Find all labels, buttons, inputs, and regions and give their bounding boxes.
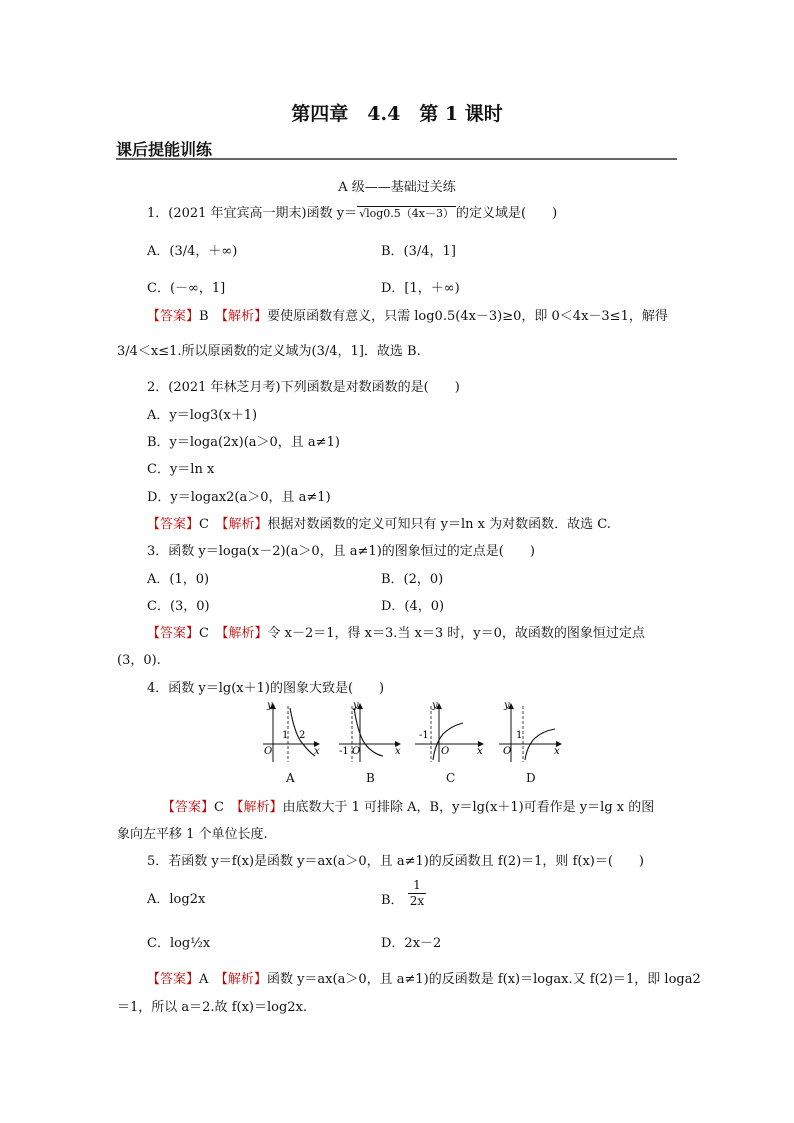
q2-stem: 2．(2021 年林芝月考)下列函数是对数函数的是( ) — [147, 380, 460, 395]
q1-radicand: log0.5（4x－3） — [366, 207, 455, 220]
graph-a — [263, 700, 320, 762]
svg-text:x: x — [314, 746, 320, 757]
svg-text:O: O — [503, 746, 512, 757]
section-rule — [116, 158, 677, 160]
graph-d — [499, 700, 561, 762]
svg-text:y: y — [267, 700, 273, 711]
q2-option-b: B．y＝loga(2x)(a＞0，且 a≠1) — [147, 435, 340, 450]
graph-label-d: D — [526, 771, 536, 785]
svg-text:1: 1 — [282, 730, 289, 741]
q2-option-c: C．y＝ln x — [147, 462, 215, 477]
q1-option-b: B．(3/4，1] — [381, 244, 456, 259]
graph-label-a: A — [286, 771, 295, 785]
q5-option-b — [381, 878, 426, 909]
q5-analysis-text: 函数 y＝ax(a＞0，且 a≠1)的反函数是 f(x)＝logax.又 f(2)＝1，即 loga2 — [266, 972, 701, 987]
svg-text:-1: -1 — [419, 730, 429, 741]
graph-b — [339, 700, 401, 762]
q1-option-a: A．(3/4，＋∞) — [147, 244, 238, 259]
q4-graphs — [255, 700, 565, 768]
svg-text:2: 2 — [299, 730, 306, 741]
analysis-tag: 【解析】 — [221, 309, 268, 324]
q5-option-b-label: B． — [381, 893, 404, 908]
level-heading: A 级——基础过关练 — [338, 180, 456, 195]
section-heading: 课后提能训练 — [116, 140, 213, 159]
answer-tag: 【答案】 — [147, 626, 200, 641]
q5-option-a: A．log2x — [147, 892, 206, 907]
page-title: 第四章 4.4 第 1 课时 — [291, 103, 503, 125]
q4-analysis-line2: 象向左平移 1 个单位长度. — [117, 827, 268, 842]
q4-answer: C — [214, 800, 224, 815]
q3-analysis-line2: (3，0). — [117, 653, 161, 668]
q4-analysis-text: 由底数大于 1 可排除 A，B，y＝lg(x＋1)可看作是 y＝lg x 的图 — [282, 800, 655, 815]
analysis-tag: 【解析】 — [221, 972, 267, 987]
q1-analysis-line1 — [147, 305, 668, 324]
q5-answer: A — [199, 972, 209, 987]
q5-option-c: C．log½x — [147, 936, 211, 951]
q5-option-d: D．2x－2 — [381, 936, 442, 951]
q4-stem: 4．函数 y＝lg(x＋1)的图象大致是( ) — [147, 681, 385, 696]
q4-analysis-line1 — [162, 796, 654, 815]
svg-text:y: y — [504, 700, 510, 711]
analysis-tag: 【解析】 — [221, 626, 268, 641]
svg-text:O: O — [441, 746, 450, 757]
q1-option-d: D．[1，＋∞) — [381, 281, 460, 296]
q1-analysis-line2: 3/4＜x≤1.所以原函数的定义域为(3/4，1]．故选 B. — [117, 344, 421, 359]
q2-answer: C — [199, 517, 209, 532]
svg-text:y: y — [432, 700, 438, 711]
svg-text:x: x — [477, 746, 483, 757]
q2-analysis — [147, 513, 611, 532]
q1-analysis-text: 要使原函数有意义，只需 log0.5(4x－3)≥0，即 0＜4x－3≤1，解得 — [267, 309, 668, 324]
analysis-tag: 【解析】 — [221, 517, 268, 532]
answer-tag: 【答案】 — [147, 309, 200, 324]
q5-analysis-line2: ＝1，所以 a＝2.故 f(x)＝log2x. — [117, 1000, 308, 1015]
q2-analysis-text: 根据对数函数的定义可知只有 y＝ln x 为对数函数．故选 C. — [267, 517, 611, 532]
answer-tag: 【答案】 — [147, 972, 200, 987]
q1-radical: √log0.5（4x－3） — [359, 207, 455, 220]
q3-option-c: C．(3，0) — [147, 599, 210, 614]
graph-label-b: B — [366, 771, 375, 785]
q3-answer: C — [199, 626, 209, 641]
q1-option-c: C．(－∞，1] — [147, 281, 226, 296]
svg-text:O: O — [264, 746, 273, 757]
q1-stem-post: 的定义域是( ) — [456, 206, 558, 221]
q3-option-a: A．(1，0) — [147, 572, 210, 587]
q1-stem-pre: 1．(2021 年宜宾高一期末)函数 y＝ — [147, 206, 358, 221]
analysis-tag: 【解析】 — [236, 800, 283, 815]
q2-option-a: A．y＝log3(x＋1) — [147, 408, 258, 423]
q3-analysis-text: 令 x－2＝1，得 x＝3.当 x＝3 时，y＝0，故函数的图象恒过定点 — [267, 626, 645, 641]
q5-b-numerator: 1 — [408, 878, 426, 894]
q3-option-b: B．(2，0) — [381, 572, 444, 587]
graph-c — [415, 700, 483, 762]
graph-label-c: C — [446, 771, 456, 785]
svg-text:O: O — [352, 746, 361, 757]
q5-option-b-fraction — [408, 878, 426, 909]
svg-text:1: 1 — [516, 730, 523, 741]
svg-text:x: x — [554, 746, 560, 757]
q3-stem: 3．函数 y＝loga(x－2)(a＞0，且 a≠1)的图象恒过的定点是( ) — [147, 544, 535, 559]
q5-b-denominator: 2x — [409, 894, 425, 908]
q3-option-d: D．(4，0) — [381, 599, 445, 614]
answer-tag: 【答案】 — [147, 517, 200, 532]
svg-text:y: y — [353, 700, 359, 711]
q3-analysis-line1 — [147, 622, 645, 641]
q2-option-d: D．y＝logax2(a＞0，且 a≠1) — [147, 490, 331, 505]
answer-tag: 【答案】 — [162, 800, 215, 815]
svg-text:-1: -1 — [339, 746, 349, 757]
q1-answer: B — [199, 309, 209, 324]
q1-stem — [147, 202, 557, 221]
q5-analysis-line1 — [147, 968, 701, 987]
q5-stem: 5．若函数 y＝f(x)是函数 y＝ax(a＞0，且 a≠1)的反函数且 f(2)＝1，则 f(x)＝( ) — [147, 854, 644, 869]
svg-text:x: x — [395, 746, 401, 757]
